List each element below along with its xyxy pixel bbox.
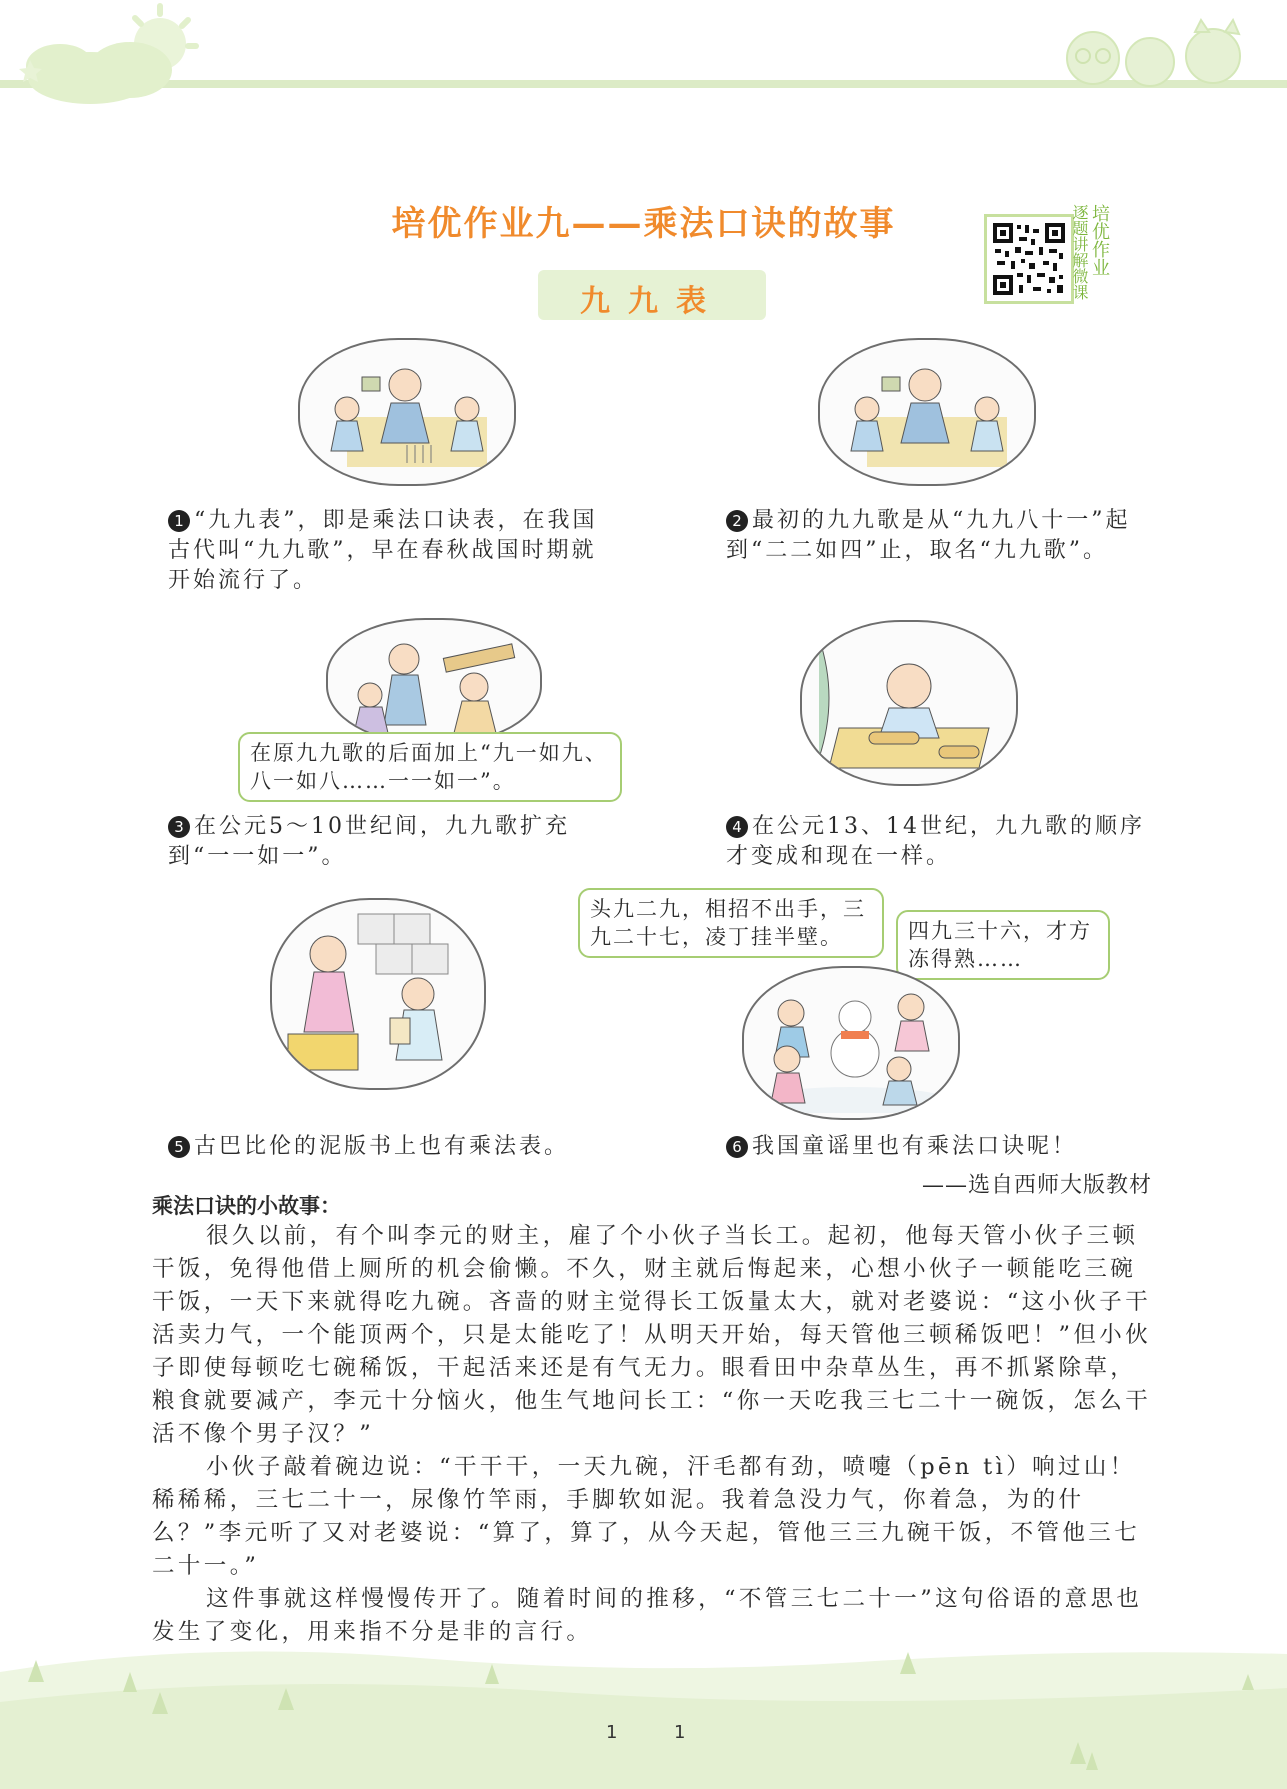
landscape-decoration — [0, 1632, 1287, 1789]
panel-3-number: 3 — [168, 816, 190, 838]
panel-3-caption — [168, 812, 598, 872]
panel-2-illustration — [818, 338, 1036, 486]
story-paragraph: 小伙子敲着碗边说：“干干干，一天九碗，汗毛都有劲，喷嚏（pēn tì）响过山！稀稀稀，三七二十一，尿像竹竿雨，手脚软如泥。我着急没力气，你着急，为的什么？”李元听了又对老婆说：“算了，算了，从今天起，管他三三九碗干饭，不管他三七二十一。” — [152, 1454, 1141, 1579]
panel-1-number: 1 — [168, 510, 190, 532]
panel-5-text: 古巴比伦的泥版书上也有乘法表。 — [194, 1134, 570, 1159]
panel-4-illustration — [800, 620, 1018, 786]
panel-2-number: 2 — [726, 510, 748, 532]
source-note: ——选自西师大版教材 — [921, 1173, 1152, 1198]
panel-2-caption — [726, 506, 1156, 566]
panel-4-text: 在公元13、14世纪，九九歌的顺序才变成和现在一样。 — [726, 814, 1145, 869]
panel-1-text: “九九表”，即是乘法口诀表，在我国古代叫“九九歌”，早在春秋战国时期就开始流行了。 — [168, 508, 598, 593]
section-subtitle: 九九表 — [580, 284, 724, 319]
scholar-teaching-children-icon — [827, 347, 1027, 477]
qr-label-right: 培优作业 — [1089, 204, 1110, 276]
story-body — [152, 1220, 1154, 1649]
panel-1-illustration — [298, 338, 516, 486]
panel-3-speech-bubble: 在原九九歌的后面加上“九一如九、八一如八……一一如一”。 — [238, 732, 622, 802]
sun-cloud-decoration — [0, 0, 260, 115]
story-paragraph: 很久以前，有个叫李元的财主，雇了个小伙子当长工。起初，他每天管小伙子三顿干饭，免得他借上厕所的机会偷懒。不久，财主就后悔起来，心想小伙子一顿能吃三碗干饭，一天下来就得吃九碗。吝啬的财主觉得长工饭量太大，就对老婆说：“这小伙子干活卖力气，一个能顶两个，只是太能吃了！从明天开始，每天管他三顿稀饭吧！”但小伙子即使每顿吃七碗稀饭，干起活来还是有气无力。眼看田中杂草丛生，再不抓紧除草，粮食就要减产，李元十分恼火，他生气地问长工：“你一天吃我三七二十一碗饭，怎么干活不像个男子汉？” — [152, 1223, 1152, 1447]
babylonian-tablet-reading-icon — [278, 906, 478, 1082]
qr-label-left: 逐题讲解微课 — [1070, 204, 1089, 300]
page-number-left: 1 — [606, 1722, 618, 1743]
panel-6-illustration — [742, 966, 960, 1120]
child-with-scroll-icon — [809, 628, 1009, 778]
animals-decoration — [1055, 18, 1255, 88]
panel-3-text: 在公元5～10世纪间，九九歌扩充到“一一如一”。 — [168, 814, 570, 869]
panel-6-caption — [726, 1132, 1166, 1162]
panel-5-number: 5 — [168, 1136, 190, 1158]
panel-1-caption — [168, 506, 598, 596]
scholar-teaching-children-icon — [307, 347, 507, 477]
panel-4-number: 4 — [726, 816, 748, 838]
panel-6-text: 我国童谣里也有乘法口诀呢！ — [752, 1134, 1078, 1159]
qr-code[interactable] — [984, 214, 1074, 304]
panel-4-caption — [726, 812, 1166, 872]
story-paragraph: 这件事就这样慢慢传开了。随着时间的推移，“不管三七二十一”这句俗语的意思也发生了变化，用来指不分是非的言行。 — [152, 1586, 1143, 1645]
panel-6-number: 6 — [726, 1136, 748, 1158]
panel-6-speech-bubble-right: 四九三十六，才方冻得熟…… — [896, 910, 1110, 980]
scholars-discussing-icon — [334, 625, 534, 737]
panel-3-illustration — [326, 618, 542, 744]
page-number-right: 1 — [674, 1722, 686, 1743]
story-heading: 乘法口诀的小故事： — [152, 1194, 341, 1218]
panel-6-speech-bubble-left: 头九二九，相招不出手，三九二十七，凌丁挂半壁。 — [578, 888, 884, 958]
children-snowman-icon — [751, 973, 951, 1113]
qr-code-icon — [991, 221, 1067, 297]
panel-2-text: 最初的九九歌是从“九九八十一”起到“二二如四”止，取名“九九歌”。 — [726, 508, 1131, 563]
panel-5-caption — [168, 1132, 608, 1162]
page-title: 培优作业九——乘法口诀的故事 — [391, 204, 896, 244]
panel-5-illustration — [270, 898, 486, 1090]
